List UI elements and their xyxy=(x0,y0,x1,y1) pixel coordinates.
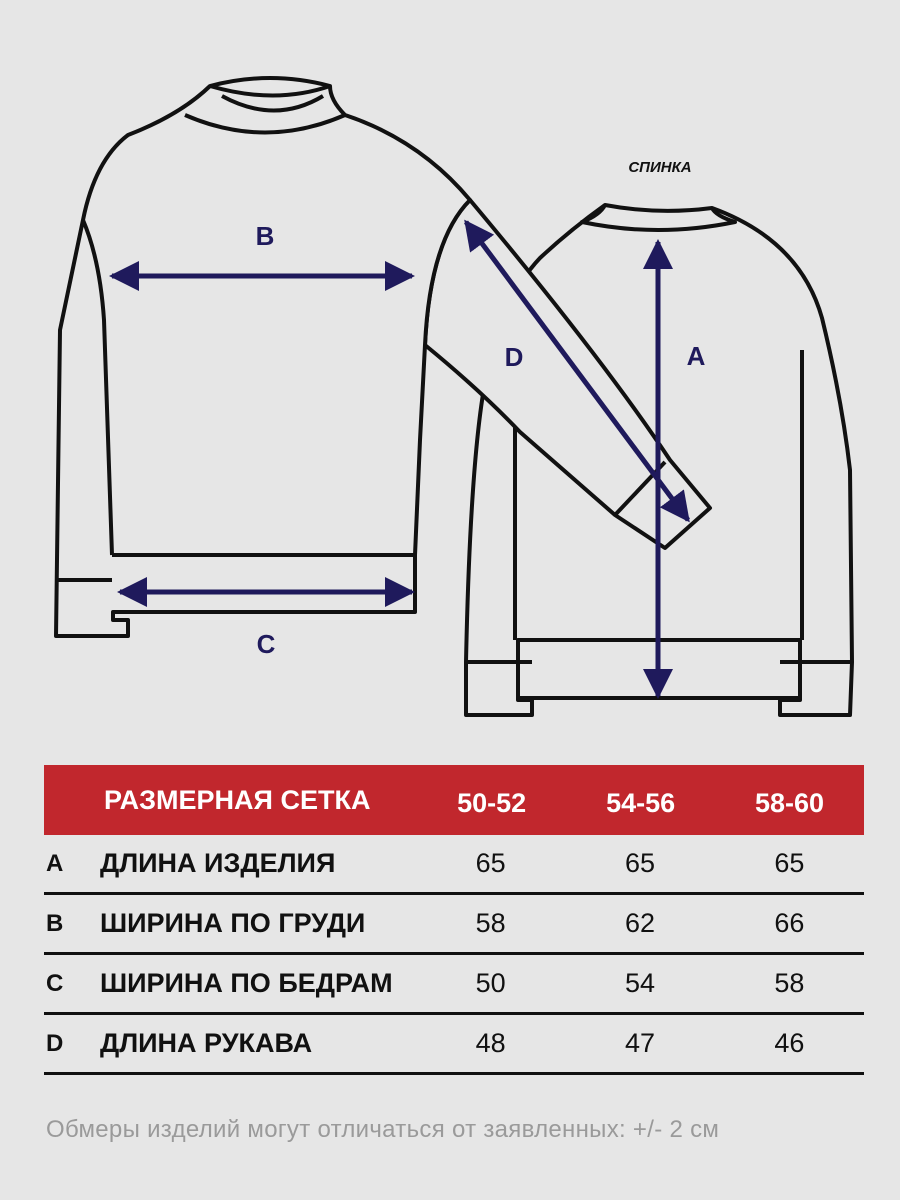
row-value: 48 xyxy=(475,1028,506,1058)
row-value: 65 xyxy=(475,848,506,878)
row-value: 47 xyxy=(624,1028,656,1058)
row-value: 58 xyxy=(475,908,506,938)
row-value: 58 xyxy=(774,968,805,998)
row-letter: C xyxy=(46,969,64,997)
row-value: 65 xyxy=(624,848,656,878)
row-letter: A xyxy=(46,849,64,877)
row-value: 50 xyxy=(475,968,506,998)
size-column-header: 50-52 xyxy=(457,787,527,818)
row-value: 62 xyxy=(624,908,656,938)
footnote: Обмеры изделий могут отличаться от заявленных: +/- 2 см xyxy=(46,1116,720,1143)
size-column-header: 58-60 xyxy=(754,787,825,818)
row-letter: B xyxy=(46,909,64,937)
row-value: 54 xyxy=(624,968,656,998)
table-row xyxy=(44,835,864,895)
table-title: РАЗМЕРНАЯ СЕТКА xyxy=(104,784,371,815)
table-row xyxy=(44,895,864,955)
row-value: 65 xyxy=(774,848,805,878)
table-row xyxy=(44,955,864,1015)
row-name: ШИРИНА ПО БЕДРАМ xyxy=(99,968,393,998)
label-a: A xyxy=(686,341,706,371)
row-value: 46 xyxy=(774,1028,805,1058)
row-name: ДЛИНА РУКАВА xyxy=(99,1028,313,1058)
back-view-caption: СПИНКА xyxy=(628,159,692,176)
row-name: ДЛИНА ИЗДЕЛИЯ xyxy=(99,848,336,878)
row-name: ШИРИНА ПО ГРУДИ xyxy=(99,908,366,938)
label-b: B xyxy=(255,221,275,251)
size-column-header: 54-56 xyxy=(606,787,676,818)
row-letter: D xyxy=(46,1029,64,1057)
table-row xyxy=(44,1015,864,1075)
size-table xyxy=(44,765,864,1075)
table-header xyxy=(44,765,864,835)
row-value: 66 xyxy=(774,908,805,938)
label-d: D xyxy=(504,342,524,372)
label-c: C xyxy=(256,629,276,659)
